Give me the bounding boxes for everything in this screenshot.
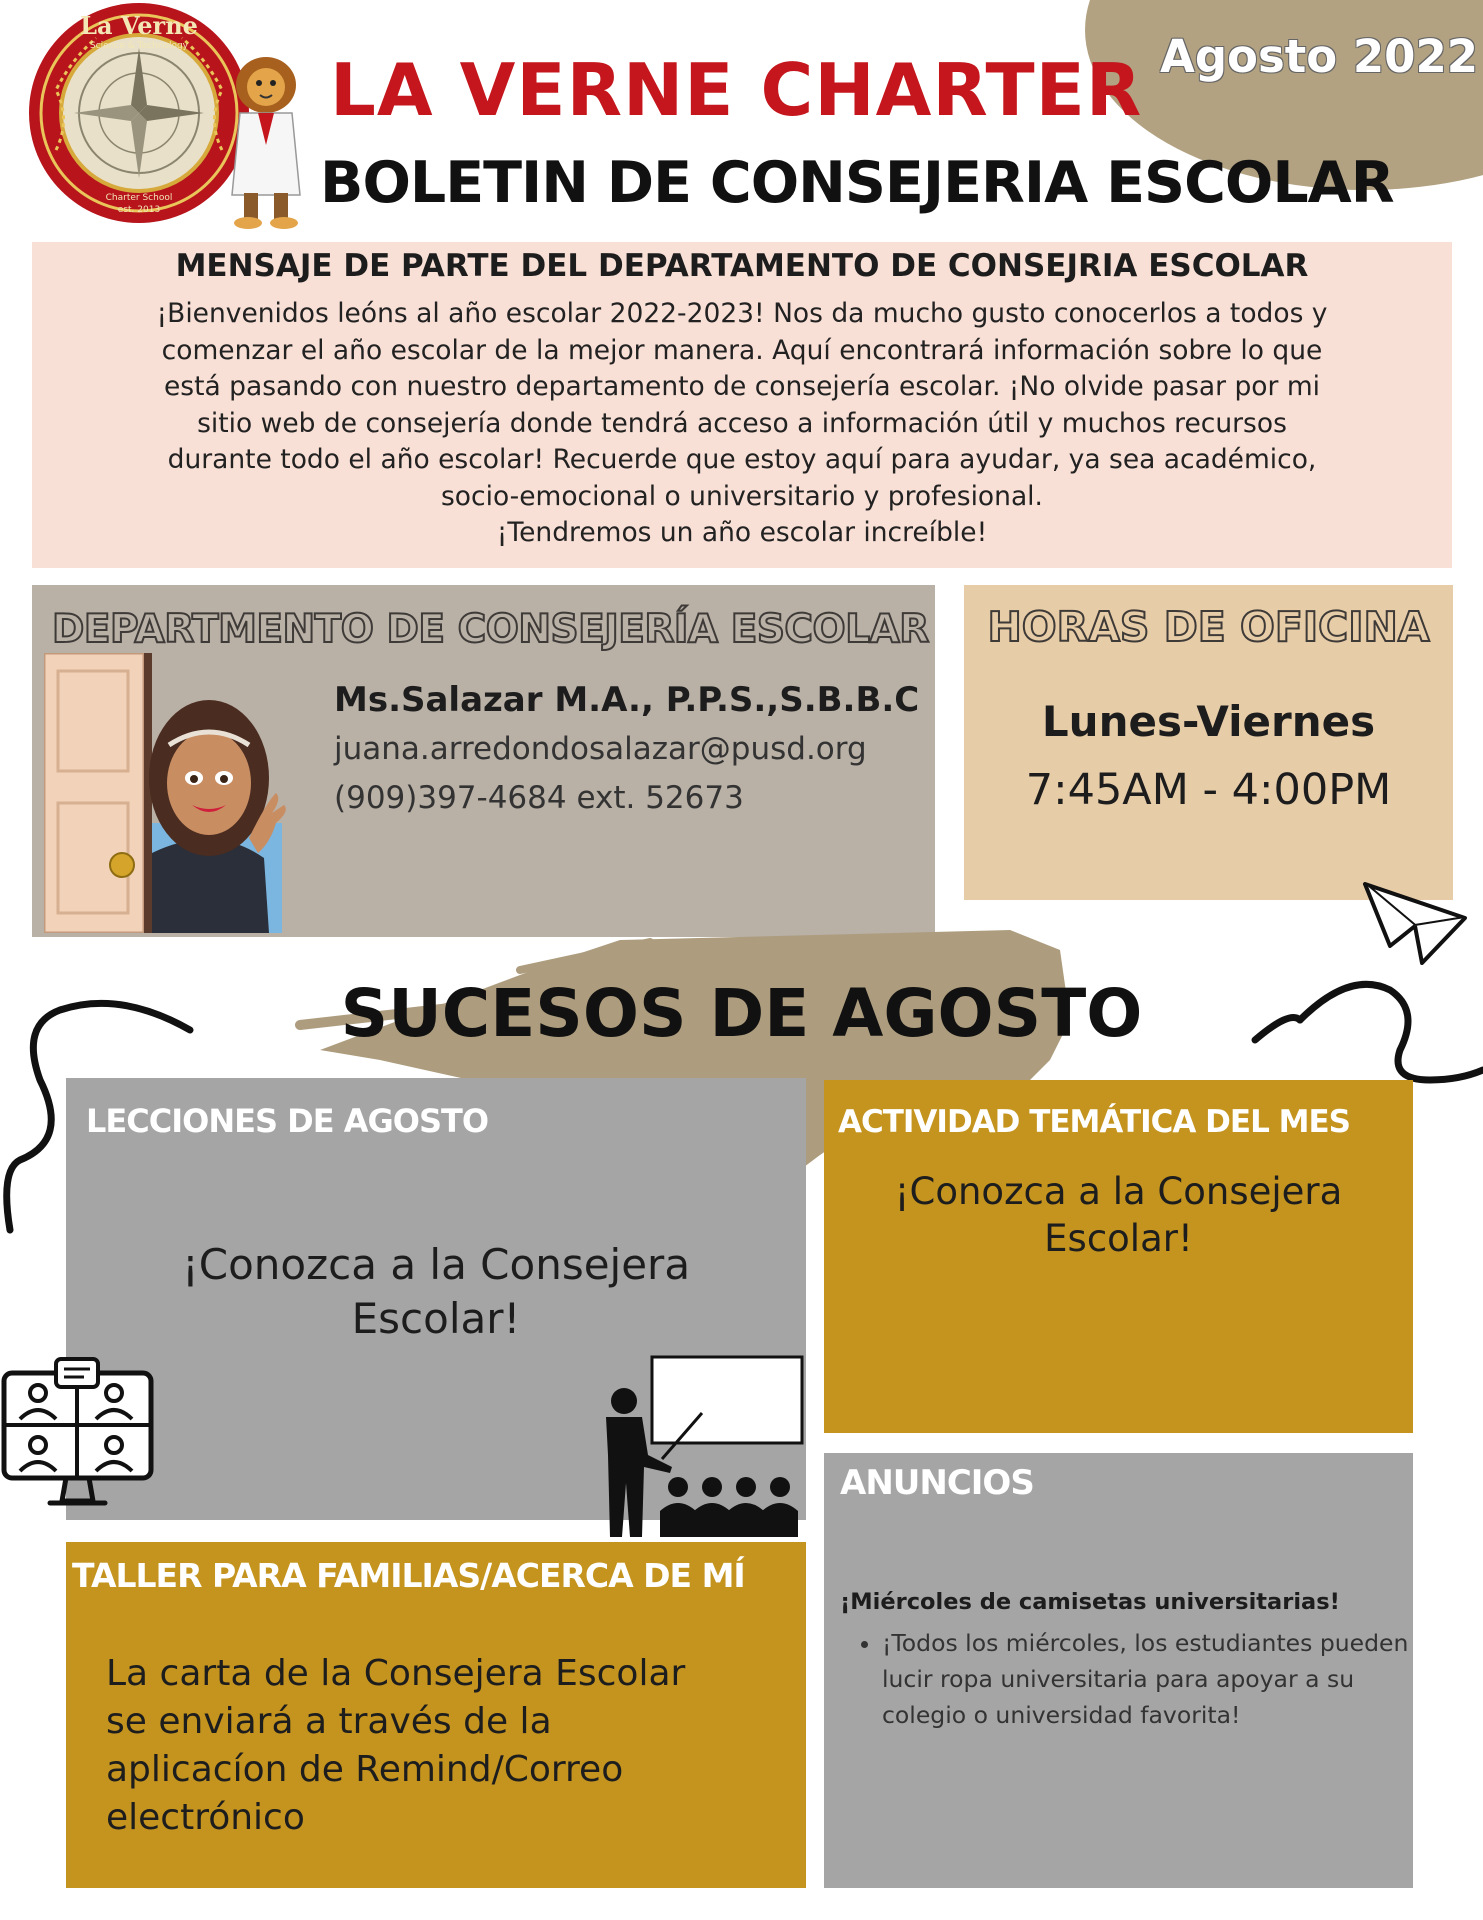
activity-panel [824, 1080, 1413, 1433]
newsletter-title: BOLETIN DE CONSEJERIA ESCOLAR [320, 150, 1394, 216]
workshop-text [106, 1650, 786, 1842]
office-hours-days: Lunes-Viernes [1041, 697, 1376, 746]
school-title: LA VERNE CHARTER [330, 48, 1143, 132]
activity-line: ¡Conozca a la Consejera [894, 1170, 1343, 1213]
workshop-line: se enviará a través de la [106, 1701, 552, 1742]
lessons-text [66, 1238, 806, 1346]
announcement-list [840, 1625, 1422, 1733]
department-title: DEPARTMENTO DE CONSEJERÍA ESCOLAR [52, 607, 929, 652]
counselor-door-icon [44, 653, 314, 933]
announcement-heading: ¡Miércoles de camisetas universitarias! [840, 1589, 1340, 1615]
announcement-item: • ¡Todos los miércoles, los estudiantes pueden lucir ropa universitaria para apoyar a su colegio o universidad favorita! [882, 1625, 1422, 1733]
lessons-line: ¡Conozca a la Consejera [181, 1240, 691, 1289]
lessons-line: Escolar! [351, 1294, 521, 1343]
workshop-line: La carta de la Consejera Escolar [106, 1653, 686, 1694]
counselor-phone[interactable]: (909)397-4684 ext. 52673 [334, 780, 744, 816]
message-line: comenzar el año escolar de la mejor manera. Aquí encontrará información sobre lo que [161, 334, 1323, 366]
logo-est-text: est. 2013 [117, 205, 161, 215]
message-line: durante todo el año escolar! Recuerde que estoy aquí para ayudar, ya sea académico, [167, 444, 1317, 475]
activity-text [824, 1168, 1413, 1262]
office-hours-box [964, 585, 1453, 900]
workshop-title: TALLER PARA FAMILIAS/ACERCA DE MÍ [72, 1556, 745, 1595]
lessons-title: LECCIONES DE AGOSTO [86, 1102, 489, 1140]
message-box [32, 242, 1452, 568]
activity-title: ACTIVIDAD TEMÁTICA DEL MES [838, 1104, 1350, 1140]
message-line: ¡Tendremos un año escolar increíble! [496, 517, 988, 548]
logo-school-text: Charter School [105, 193, 173, 203]
issue-date: Agosto 2022 [1160, 30, 1479, 83]
message-line: está pasando con nuestro departamento de consejería escolar. ¡No olvide pasar por mi [163, 371, 1321, 402]
announcements-panel [824, 1453, 1413, 1888]
workshop-line: electrónico [106, 1797, 305, 1838]
message-line: socio-emocional o universitario y profesional. [441, 480, 1043, 512]
activity-line: Escolar! [1044, 1217, 1193, 1260]
message-line: ¡Bienvenidos leóns al año escolar 2022-2023! Nos da mucho gusto conocerlos a todos y [156, 298, 1328, 329]
counselor-name: Ms.Salazar M.A., P.P.S.,S.B.B.C [334, 680, 920, 720]
video-meeting-icon [0, 1355, 155, 1510]
workshop-line: aplicacíon de Remind/Correo [106, 1749, 624, 1790]
lion-mascot-icon [218, 55, 318, 230]
office-hours-time: 7:45AM - 4:00PM [1025, 765, 1392, 815]
message-line: sitio web de consejería donde tendrá acceso a información útil y muchos recursos [197, 407, 1287, 439]
announcements-title: ANUNCIOS [840, 1463, 1034, 1503]
department-box [32, 585, 935, 937]
logo-arc-text: La Verne [80, 11, 198, 40]
logo-arc-sub-text: Science & Technology [89, 41, 189, 51]
counselor-email[interactable]: juana.arredondosalazar@pusd.org [334, 731, 867, 767]
workshop-panel [66, 1542, 806, 1888]
message-title: MENSAJE DE PARTE DEL DEPARTAMENTO DE CONSEJRIA ESCOLAR [175, 248, 1309, 284]
office-hours-title: HORAS DE OFICINA [987, 603, 1430, 651]
message-body [72, 296, 1412, 552]
teacher-class-icon [590, 1355, 810, 1537]
events-title: SUCESOS DE AGOSTO [340, 975, 1143, 1052]
